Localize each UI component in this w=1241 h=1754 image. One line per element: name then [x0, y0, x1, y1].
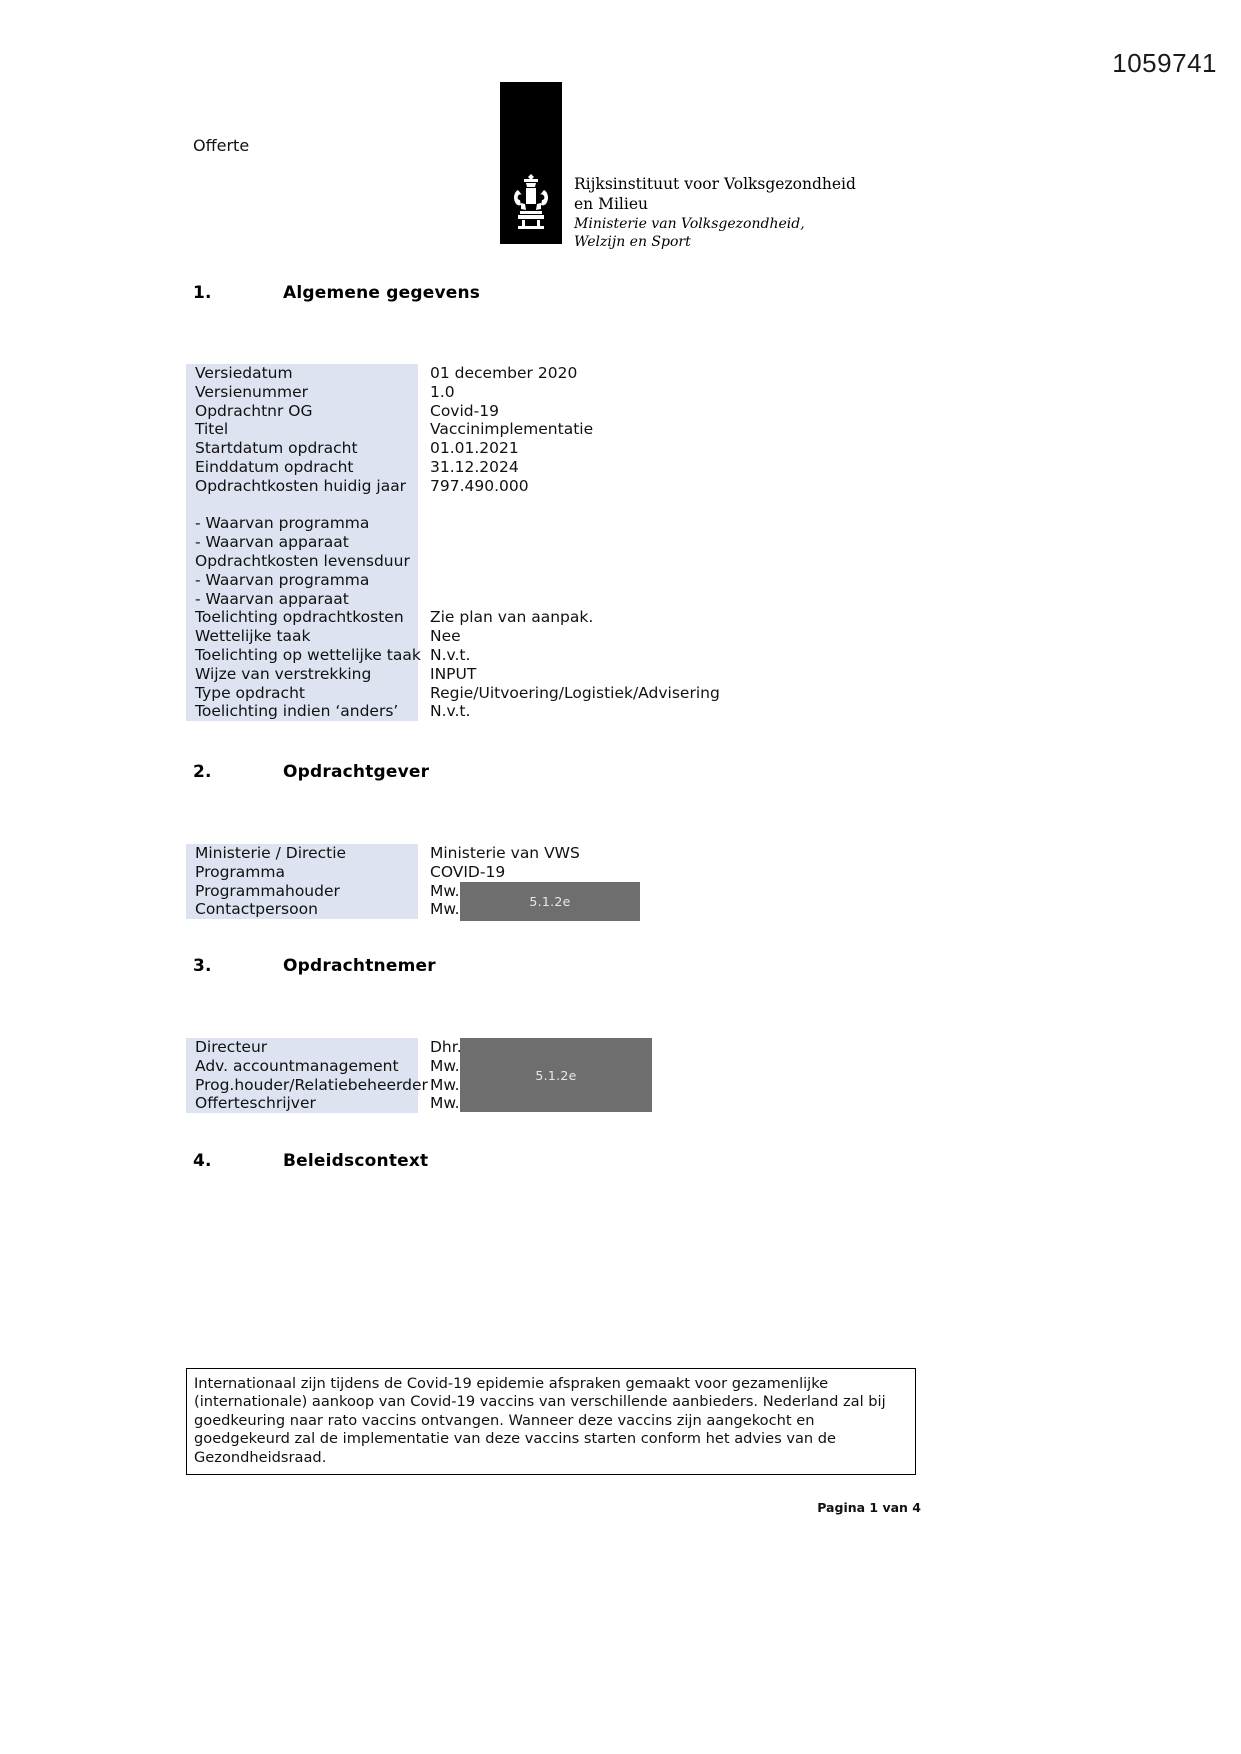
document-number: 1059741 — [1112, 48, 1217, 78]
row-value — [418, 533, 435, 552]
page-footer: Pagina 1 van 4 — [817, 1500, 921, 1515]
row-key: Startdatum opdracht — [186, 439, 418, 458]
row-value: N.v.t. — [430, 645, 471, 664]
redaction-box-opdrachtgever: 5.1.2e — [460, 882, 640, 921]
row-value-redacted-prefix: Mw. — [430, 881, 460, 900]
section-1-title: Algemene gegevens — [283, 283, 481, 303]
section-heading-3 — [193, 956, 436, 976]
row-key: - Waarvan apparaat — [186, 590, 418, 609]
table-row — [186, 1057, 462, 1076]
row-value: 1.0 — [430, 382, 455, 401]
row-value: INPUT — [430, 664, 477, 683]
row-key — [186, 496, 418, 515]
row-value-redacted-prefix: Mw. — [430, 1094, 460, 1113]
table-row — [186, 496, 720, 515]
section-heading-1 — [193, 283, 480, 303]
logo-organisation-line1: Rijksinstituut voor Volksgezondheid — [574, 175, 856, 193]
logo-text-block — [574, 82, 856, 252]
row-key: - Waarvan apparaat — [186, 533, 418, 552]
section-heading-4 — [193, 1151, 428, 1171]
row-key: Directeur — [186, 1038, 418, 1057]
section-1-number: 1. — [193, 283, 212, 303]
row-key: Toelichting opdrachtkosten — [186, 608, 418, 627]
section-2-title: Opdrachtgever — [283, 762, 430, 782]
table-row — [186, 646, 720, 665]
row-key: Prog.houder/Relatiebeheerder — [186, 1076, 418, 1095]
row-value — [418, 590, 435, 609]
row-value: Nee — [430, 627, 461, 646]
table-row — [186, 571, 720, 590]
opdrachtnemer-table — [186, 1038, 462, 1113]
row-key: - Waarvan programma — [186, 514, 418, 533]
row-key: Toelichting indien ‘anders’ — [186, 702, 418, 721]
document-type-label: Offerte — [193, 136, 250, 155]
row-key: Versiedatum — [186, 364, 418, 383]
row-value-redacted-prefix: Mw. — [430, 1075, 460, 1094]
table-row — [186, 1076, 462, 1095]
table-row — [186, 608, 720, 627]
row-key: Toelichting op wettelijke taak — [186, 646, 418, 665]
table-row — [186, 863, 580, 882]
row-key: Opdrachtnr OG — [186, 402, 418, 421]
section-4-number: 4. — [193, 1151, 212, 1171]
row-value: N.v.t. — [430, 702, 471, 721]
redaction-box-opdrachtnemer: 5.1.2e — [460, 1038, 652, 1112]
row-key: Programmahouder — [186, 882, 418, 901]
section-3-number: 3. — [193, 956, 212, 976]
row-value: 797.490.000 — [430, 476, 529, 495]
dutch-coat-of-arms-icon — [508, 172, 554, 230]
table-row — [186, 533, 720, 552]
row-value: Ministerie van VWS — [430, 844, 580, 862]
row-key: Programma — [186, 863, 418, 882]
row-key: Opdrachtkosten huidig jaar — [186, 477, 418, 496]
row-value-redacted-prefix: Dhr. — [430, 1038, 462, 1056]
row-value: 31.12.2024 — [430, 457, 519, 476]
logo-ministry-line1: Ministerie van Volksgezondheid, — [574, 215, 805, 232]
algemene-gegevens-table — [186, 364, 720, 721]
table-row — [186, 590, 720, 609]
table-row — [186, 383, 720, 402]
row-value — [418, 514, 435, 533]
table-row — [186, 684, 720, 703]
section-2-number: 2. — [193, 762, 212, 782]
table-row — [186, 514, 720, 533]
row-key: - Waarvan programma — [186, 571, 418, 590]
row-value — [418, 496, 435, 515]
row-key: Wijze van verstrekking — [186, 665, 418, 684]
row-value: COVID-19 — [430, 862, 506, 881]
row-key: Type opdracht — [186, 684, 418, 703]
row-value: 01 december 2020 — [430, 364, 578, 382]
logo-organisation-line2: en Milieu — [574, 195, 648, 214]
row-value-redacted-prefix: Mw. — [430, 900, 460, 919]
row-key: Ministerie / Directie — [186, 844, 418, 863]
table-row — [186, 1094, 462, 1113]
row-value: Vaccinimplementatie — [430, 420, 594, 439]
rivm-logo — [500, 82, 856, 252]
table-row — [186, 458, 720, 477]
logo-ministry-line2: Welzijn en Sport — [574, 234, 691, 251]
table-row — [186, 439, 720, 458]
row-key: Einddatum opdracht — [186, 458, 418, 477]
row-key: Offerteschrijver — [186, 1094, 418, 1113]
logo-black-bar — [500, 82, 562, 244]
table-row — [186, 420, 720, 439]
row-value-redacted-prefix: Mw. — [430, 1056, 460, 1075]
beleidscontext-box — [186, 1368, 916, 1475]
table-row — [186, 665, 720, 684]
table-row — [186, 1038, 462, 1057]
row-key: Wettelijke taak — [186, 627, 418, 646]
row-value: 01.01.2021 — [430, 439, 519, 458]
section-4-title: Beleidscontext — [283, 1151, 429, 1171]
row-key: Opdrachtkosten levensduur — [186, 552, 418, 571]
row-key: Adv. accountmanagement — [186, 1057, 418, 1076]
beleidscontext-paragraph: Internationaal zijn tijdens de Covid-19 epidemie afspraken gemaakt voor gezamenlijke (internationale) aankoop van Covid-19 vaccins van verschillende aanbieders. Nederland zal bij goedkeuring naar rato vaccins ontvangen. Wanneer deze vaccins zijn aangekocht en goedgekeurd zal de implementatie van deze vaccins starten conform het advies van de Gezondheidsraad. — [194, 1375, 886, 1466]
table-row — [186, 364, 720, 383]
row-value — [418, 571, 435, 590]
row-value: Regie/Uitvoering/Logistiek/Advisering — [430, 683, 720, 702]
table-row — [186, 477, 720, 496]
row-key: Contactpersoon — [186, 900, 418, 919]
row-value: Zie plan van aanpak. — [430, 608, 594, 627]
row-value — [418, 552, 435, 571]
row-key: Titel — [186, 420, 418, 439]
table-row — [186, 402, 720, 421]
table-row — [186, 627, 720, 646]
table-row — [186, 702, 720, 721]
section-heading-2 — [193, 762, 429, 782]
table-row — [186, 844, 580, 863]
section-3-title: Opdrachtnemer — [283, 956, 436, 976]
table-row — [186, 552, 720, 571]
row-key: Versienummer — [186, 383, 418, 402]
row-value: Covid-19 — [430, 401, 499, 420]
